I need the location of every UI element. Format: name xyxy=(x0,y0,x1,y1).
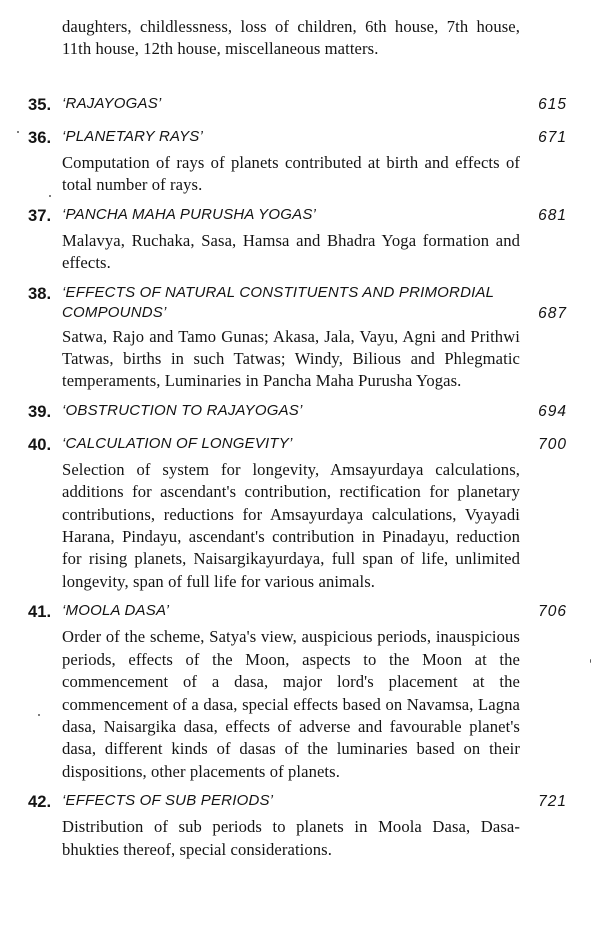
chapter-title: ‘EFFECTS OF SUB PERIODS’ xyxy=(62,792,274,810)
chapter-title: ‘MOOLA DASA’ xyxy=(62,602,170,620)
chapter-number: 39. xyxy=(28,401,52,421)
page-number: 681 xyxy=(538,206,567,224)
page-number: 687 xyxy=(538,304,567,322)
chapter-number: 38. xyxy=(28,283,52,303)
chapter-title: ‘RAJAYOGAS’ xyxy=(62,95,162,112)
chapter-number: 37. xyxy=(28,205,52,225)
page-number: 694 xyxy=(538,402,567,420)
page-number: 721 xyxy=(538,793,567,811)
print-speck xyxy=(17,131,19,133)
list-item xyxy=(0,791,600,864)
chapter-number: 42. xyxy=(28,792,52,812)
chapter-description: Computation of rays of planets contributed at birth and effects of total number of rays. xyxy=(62,153,520,195)
chapter-title: ‘CALCULATION OF LONGEVITY’ xyxy=(62,434,293,452)
list-item xyxy=(0,205,600,278)
contents-list xyxy=(0,94,600,869)
chapter-number: 40. xyxy=(28,434,52,454)
print-speck xyxy=(38,714,40,716)
page-number: 706 xyxy=(538,603,567,621)
chapter-number: 41. xyxy=(28,602,52,622)
chapter-description: Order of the scheme, Satya's view, auspicious periods, inauspicious periods, effects of the Moon, aspects to the Moon at the commencement of a dasa, major lord's placement at the commencement of a dasa, special effects based on Navamsa, Lagna dasa, Naisargika dasa, effects of adverse and favourable planet's dasa, different kinds of dasas of the luminaries based on their dispositions, other placements of planets. xyxy=(62,627,520,781)
chapter-title: ‘PLANETARY RAYS’ xyxy=(62,128,204,145)
chapter-description: Satwa, Rajo and Tamo Gunas; Akasa, Jala, Vayu, Agni and Prithwi Tatwas, births in such Tatwas; Windy, Bilious and Phlegmatic temperaments, Luminaries in Pancha Maha Purusha Yogas. xyxy=(62,326,520,391)
page-number: 700 xyxy=(538,435,567,453)
chapter-title: ‘EFFECTS OF NATURAL CONSTITUENTS AND PRIMORDIAL COMPOUNDS’ xyxy=(62,283,494,321)
print-speck xyxy=(49,195,51,197)
print-speck xyxy=(590,659,591,663)
list-item xyxy=(0,94,600,122)
chapter-title: ‘PANCHA MAHA PURUSHA YOGAS’ xyxy=(62,205,317,223)
chapter-title: ‘OBSTRUCTION TO RAJAYOGAS’ xyxy=(62,401,303,419)
list-item xyxy=(0,401,600,429)
chapter-number: 35. xyxy=(28,95,52,114)
list-item xyxy=(0,601,600,786)
chapter-description: Malavya, Ruchaka, Sasa, Hamsa and Bhadra Yoga formation and effects. xyxy=(62,230,520,273)
list-item xyxy=(0,434,600,596)
chapter-description: Distribution of sub periods to planets in Moola Dasa, Dasa-bhukties thereof, special considerations. xyxy=(62,817,520,859)
chapter-description: Selection of system for longevity, Amsayurdaya calculations, additions for ascendant's contribution, rectification for planetary contributions, reductions for Amsayurdaya calculations, Vyayadi Harana, Pindayu, ascendant's contribution in Pinadayu, reduction for rising planets, Naisargikayurdaya, full span of life, unlimited longevity, span of full life for various animals. xyxy=(62,459,520,591)
list-item xyxy=(0,283,600,396)
page-number: 671 xyxy=(538,129,567,146)
page-number: 615 xyxy=(538,96,567,113)
continued-description: daughters, childlessness, loss of children, 6th house, 7th house, 11th house, 12th house, miscellaneous matters. xyxy=(62,17,520,59)
list-item xyxy=(0,127,600,200)
chapter-number: 36. xyxy=(28,128,52,147)
